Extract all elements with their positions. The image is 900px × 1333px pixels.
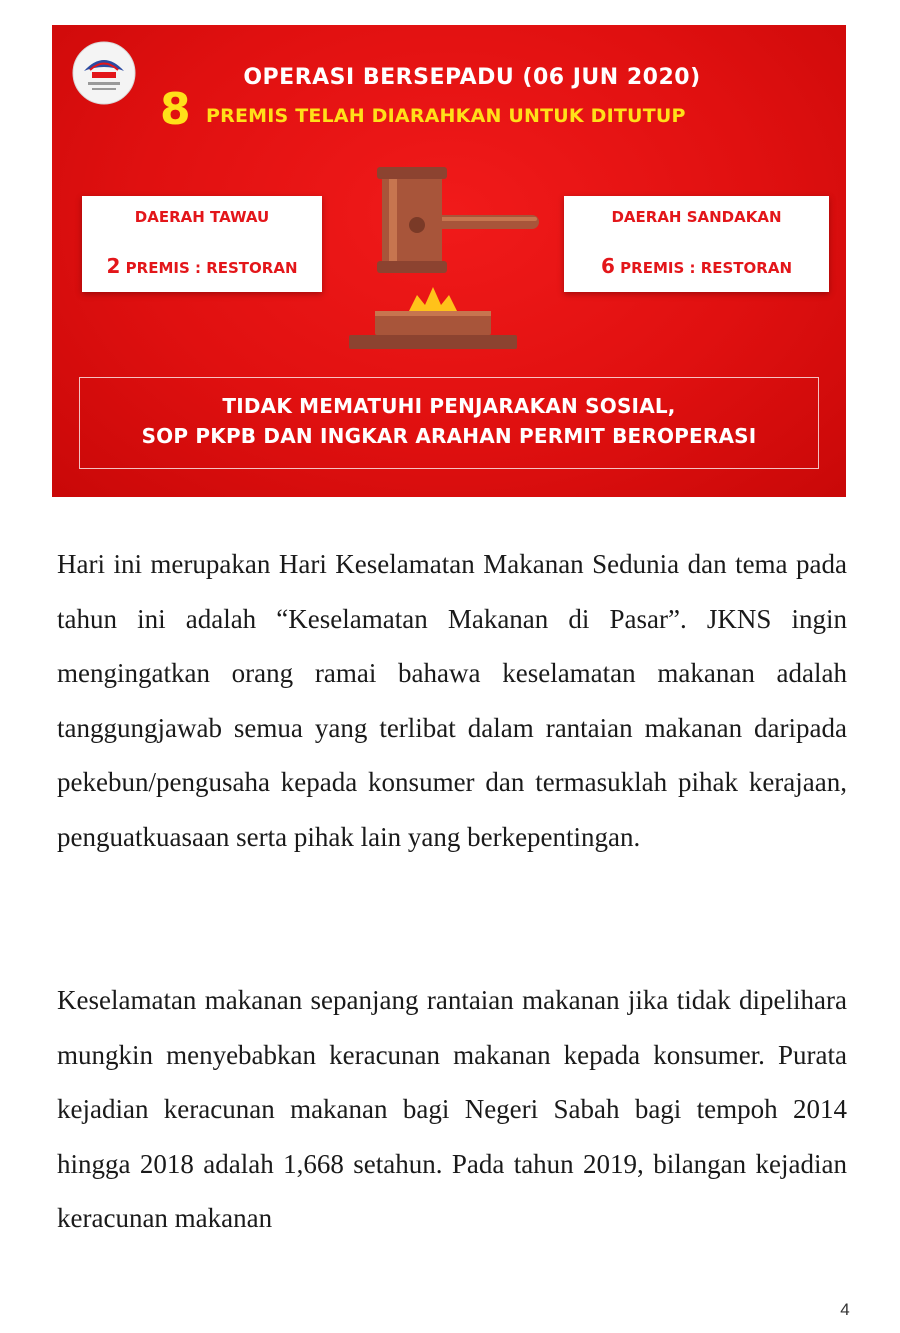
district-premises xyxy=(564,254,829,278)
district-count-number: 6 xyxy=(601,254,615,278)
total-premises-count: 8 xyxy=(160,84,191,135)
operation-heading: OPERASI BERSEPADU (06 JUN 2020) xyxy=(243,65,701,90)
gavel-icon xyxy=(337,153,547,353)
district-premises xyxy=(82,254,322,278)
closure-summary-text: PREMIS TELAH DIARAHKAN UNTUK DITUTUP xyxy=(206,105,686,127)
district-count-number: 2 xyxy=(106,254,121,278)
violation-notice xyxy=(79,377,819,469)
health-department-logo-icon xyxy=(72,41,136,105)
body-paragraph-2: Keselamatan makanan sepanjang rantaian makanan jika tidak dipelihara mungkin menyebabkan keracunan makanan kepada konsumer. Purata kejadian keracunan makanan bagi Negeri Sabah bagi tempoh 2014 hingga 2018 adalah 1,668 setahun. Pada tahun 2019, bilangan kejadian keracunan makanan xyxy=(57,985,847,1233)
district-premises-label: PREMIS : RESTORAN xyxy=(125,259,298,277)
notice-line-1: TIDAK MEMATUHI PENJARAKAN SOSIAL, xyxy=(222,394,676,418)
body-paragraph-1: Hari ini merupakan Hari Keselamatan Makanan Sedunia dan tema pada tahun ini adalah “Keselamatan Makanan di Pasar”. JKNS ingin mengingatkan orang ramai bahawa keselamatan makanan adalah tanggungjawab semua yang terlibat dalam rantaian makanan daripada pekebun/pengusaha kepada konsumer dan termasuklah pihak kerajaan, penguatkuasaan serta pihak lain yang berkepentingan. xyxy=(57,549,847,852)
page-number: 4 xyxy=(840,1300,850,1319)
district-premises-label: PREMIS : RESTORAN xyxy=(620,259,792,277)
district-box-tawau xyxy=(82,196,322,292)
district-box-sandakan xyxy=(564,196,829,292)
closure-summary xyxy=(160,84,780,137)
district-name: DAERAH TAWAU xyxy=(134,208,270,226)
district-name: DAERAH SANDAKAN xyxy=(611,208,782,226)
notice-line-2: SOP PKPB DAN INGKAR ARAHAN PERMIT BEROPERASI xyxy=(141,424,757,448)
announcement-poster xyxy=(52,25,846,497)
